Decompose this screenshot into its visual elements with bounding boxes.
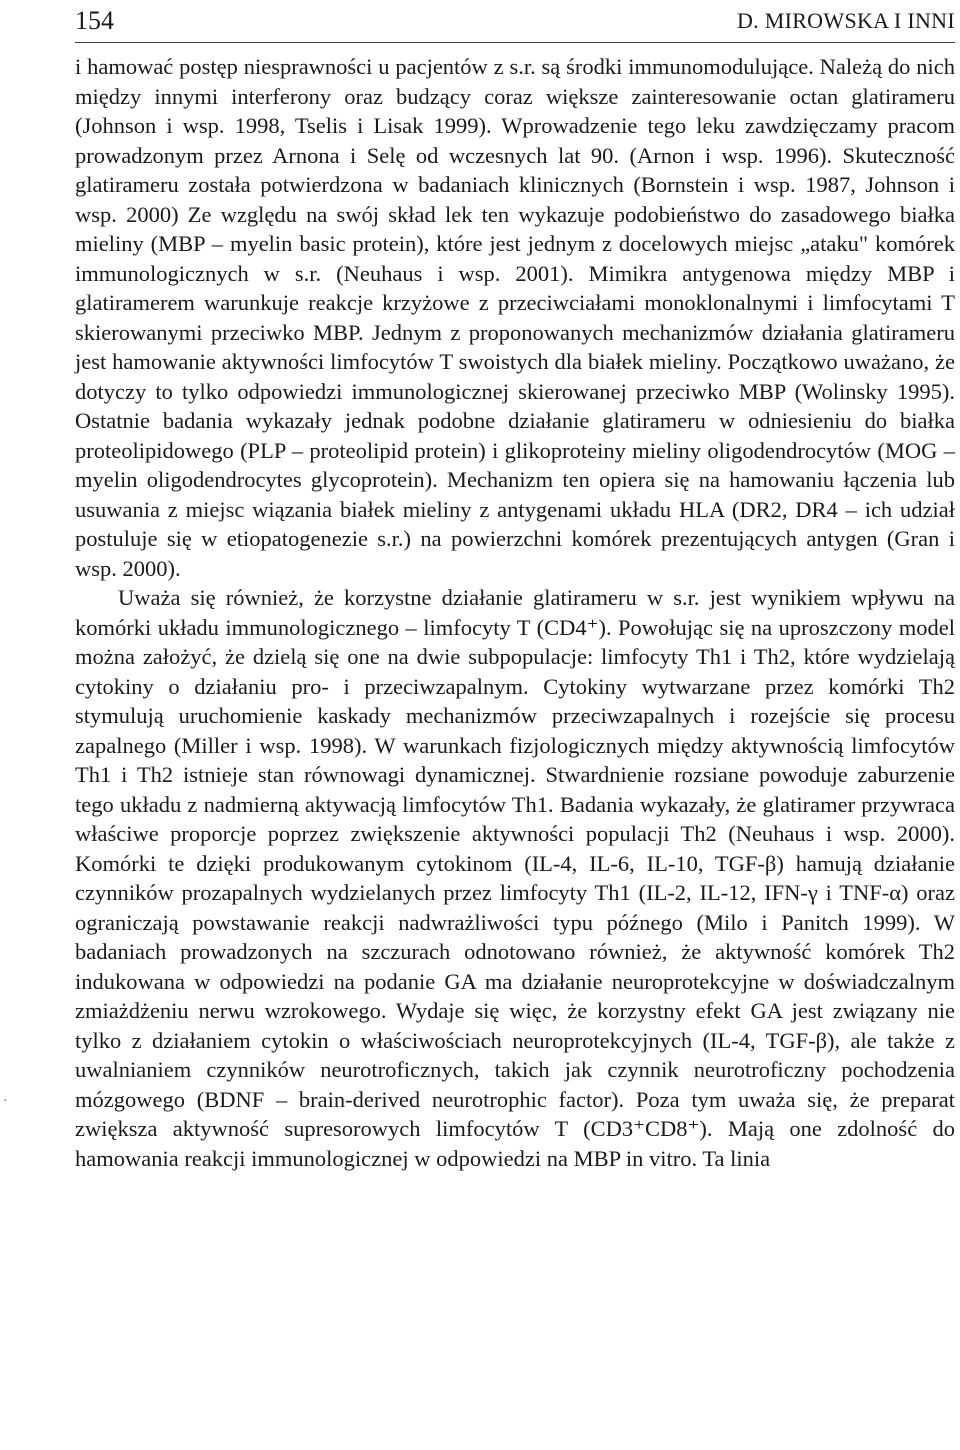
paragraph-1: i hamować postęp niesprawności u pacjentów z s.r. są środki immunomodulujące. Należą do nich między innymi interferony oraz budzący coraz większe zainteresowanie octan glatirameru (Johnson i wsp. 1998, Tselis i Lisak 1999). Wprowadzenie tego leku zawdzięczamy pracom prowadzonym przez Arnona i Selę od wczesnych lat 90. (Arnon i wsp. 1996). Skuteczność glatirameru została potwierdzona w badaniach klinicznych (Bornstein i wsp. 1987, Johnson i wsp. 2000) Ze względu na swój skład lek ten wykazuje podobieństwo do zasadowego białka mieliny (MBP – myelin basic protein), które jest jednym z docelowych miejsc „ataku" komórek immunologicznych w s.r. (Neuhaus i wsp. 2001). Mimikra antygenowa między MBP i glatiramerem warunkuje reakcje krzyżowe z przeciwciałami monoklonalnymi i limfocytami T skierowanymi przeciwko MBP. Jednym z proponowanych mechanizmów działania glatirameru jest hamowanie aktywności limfocytów T swoistych dla białek mieliny. Początkowo uważano, że dotyczy to tylko odpowiedzi immunologicznej skierowanej przeciwko MBP (Wolinsky 1995). Ostatnie badania wykazały jednak podobne działanie glatirameru w odniesieniu do białka proteolipidowego (PLP – proteolipid protein) i glikoproteiny mieliny oligodendrocytów (MOG – myelin oligodendrocytes glycoprotein). Mechanizm ten opiera się na hamowaniu łączenia lub usuwania z miejsc wiązania białek mieliny z antygenami układu HLA (DR2, DR4 – ich udział postuluje się w etiopatogenezie s.r.) na powierzchni komórek prezentujących antygen (Gran i wsp. 2000).: [75, 54, 955, 581]
page-number: 154: [75, 6, 114, 35]
running-head: [75, 6, 955, 38]
running-author: D. MIROWSKA I INNI: [736, 8, 955, 33]
paragraph-2: Uważa się również, że korzystne działanie glatirameru w s.r. jest wynikiem wpływu na komórki układu immunologicznego – limfocyty T (CD4⁺). Powołując się na uproszczony model można założyć, że dzielą się one na dwie subpopulacje: limfocyty Th1 i Th2, które wydzielają cytokiny o działaniu pro- i przeciwzapalnym. Cytokiny wytwarzane przez komórki Th2 stymulują uruchomienie kaskady mechanizmów przeciwzapalnych i rozejście się procesu zapalnego (Miller i wsp. 1998). W warunkach fizjologicznych między aktywnością limfocytów Th1 i Th2 istnieje stan równowagi dynamicznej. Stwardnienie rozsiane powoduje zaburzenie tego układu z nadmierną aktywacją limfocytów Th1. Badania wykazały, że glatiramer przywraca właściwe proporcje poprzez zwiększenie aktywności populacji Th2 (Neuhaus i wsp. 2000). Komórki te dzięki produkowanym cytokinom (IL-4, IL-6, IL-10, TGF-β) hamują działanie czynników prozapalnych wydzielanych przez limfocyty Th1 (IL-2, IL-12, IFN-γ i TNF-α) oraz ograniczają powstawanie reakcji nadwrażliwości typu późnego (Milo i Panitch 1999). W badaniach prowadzonych na szczurach odnotowano również, że aktywność komórek Th2 indukowana w odpowiedzi na podanie GA ma działanie neuroprotekcyjne w doświadczalnym zmiażdżeniu nerwu wzrokowego. Wydaje się więc, że korzystny efekt GA jest związany nie tylko z działaniem cytokin o właściwościach neuroprotekcyjnych (IL-4, TGF-β), ale także z uwalnianiem czynników neurotroficznych, takich jak czynnik neurotroficzny pochodzenia mózgowego (BDNF – brain-derived neurotrophic factor). Poza tym uważa się, że preparat zwiększa aktywność supresorowych limfocytów T (CD3⁺CD8⁺). Mają one zdolność do hamowania reakcji immunologicznej w odpowiedzi na MBP in vitro. Ta linia: [75, 585, 955, 1171]
body-text: [75, 52, 955, 1173]
header-rule: [75, 42, 955, 43]
margin-mark: ·: [3, 1094, 8, 1109]
